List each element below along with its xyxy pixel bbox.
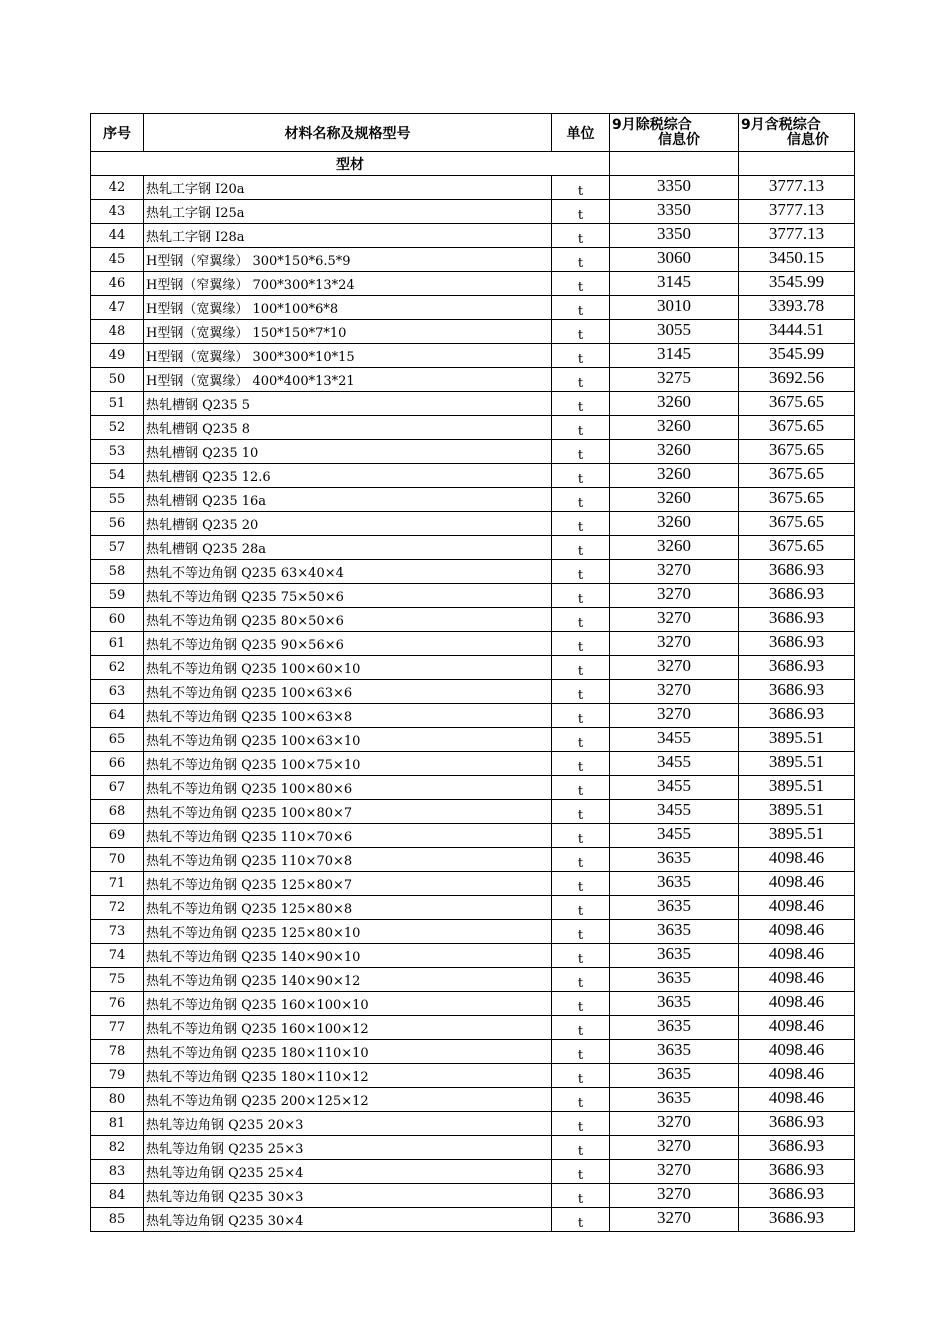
row-unit: t (552, 1016, 610, 1040)
row-number: 43 (91, 200, 144, 224)
header-row (91, 114, 855, 152)
row-price-ex-tax: 3010 (610, 296, 739, 320)
row-price-ex-tax: 3270 (610, 680, 739, 704)
row-unit: t (552, 752, 610, 776)
row-number: 73 (91, 920, 144, 944)
row-number: 54 (91, 464, 144, 488)
row-price-inc-tax: 3545.99 (739, 344, 855, 368)
row-number: 47 (91, 296, 144, 320)
row-material-name: H型钢（宽翼缘） 150*150*7*10 (144, 320, 552, 344)
row-number: 71 (91, 872, 144, 896)
row-unit: t (552, 824, 610, 848)
row-material-name: 热轧工字钢 I25a (144, 200, 552, 224)
row-price-ex-tax: 3270 (610, 1112, 739, 1136)
row-price-ex-tax: 3635 (610, 1088, 739, 1112)
table-row (91, 704, 855, 728)
row-price-ex-tax: 3270 (610, 560, 739, 584)
header-price-inc-tax-line2: 信息价 (787, 131, 829, 148)
row-number: 68 (91, 800, 144, 824)
row-unit: t (552, 200, 610, 224)
table-row (91, 464, 855, 488)
row-unit: t (552, 608, 610, 632)
row-unit: t (552, 1184, 610, 1208)
row-price-inc-tax: 3675.65 (739, 488, 855, 512)
row-unit: t (552, 248, 610, 272)
row-unit: t (552, 176, 610, 200)
header-price-inc-tax (739, 114, 855, 152)
row-price-inc-tax: 3692.56 (739, 368, 855, 392)
row-price-ex-tax: 3635 (610, 1016, 739, 1040)
row-material-name: H型钢（宽翼缘） 300*300*10*15 (144, 344, 552, 368)
table-row (91, 584, 855, 608)
row-material-name: 热轧槽钢 Q235 8 (144, 416, 552, 440)
row-price-ex-tax: 3270 (610, 1136, 739, 1160)
row-price-ex-tax: 3260 (610, 416, 739, 440)
table-row (91, 1112, 855, 1136)
row-price-ex-tax: 3350 (610, 224, 739, 248)
row-price-inc-tax: 3686.93 (739, 1208, 855, 1232)
row-material-name: 热轧不等边角钢 Q235 140×90×10 (144, 944, 552, 968)
row-price-inc-tax: 3895.51 (739, 752, 855, 776)
row-material-name: 热轧等边角钢 Q235 25×4 (144, 1160, 552, 1184)
header-price-ex-tax (610, 114, 739, 152)
row-price-inc-tax: 3675.65 (739, 416, 855, 440)
row-material-name: 热轧不等边角钢 Q235 180×110×12 (144, 1064, 552, 1088)
row-material-name: H型钢（窄翼缘） 300*150*6.5*9 (144, 248, 552, 272)
row-price-inc-tax: 3450.15 (739, 248, 855, 272)
row-material-name: 热轧不等边角钢 Q235 100×60×10 (144, 656, 552, 680)
row-number: 45 (91, 248, 144, 272)
row-material-name: 热轧等边角钢 Q235 20×3 (144, 1112, 552, 1136)
table-row (91, 296, 855, 320)
row-price-ex-tax: 3145 (610, 272, 739, 296)
row-price-ex-tax: 3270 (610, 632, 739, 656)
row-price-inc-tax: 3393.78 (739, 296, 855, 320)
row-price-inc-tax: 4098.46 (739, 992, 855, 1016)
table-row (91, 1088, 855, 1112)
header-price-ex-tax-line1: 9月除税综合 (612, 116, 692, 133)
row-unit: t (552, 896, 610, 920)
row-unit: t (552, 800, 610, 824)
table-row (91, 368, 855, 392)
row-number: 84 (91, 1184, 144, 1208)
row-price-ex-tax: 3455 (610, 800, 739, 824)
row-number: 48 (91, 320, 144, 344)
row-price-inc-tax: 4098.46 (739, 1016, 855, 1040)
table-row (91, 656, 855, 680)
header-name: 材料名称及规格型号 (144, 114, 552, 152)
row-price-inc-tax: 3444.51 (739, 320, 855, 344)
row-price-inc-tax: 3675.65 (739, 392, 855, 416)
table-row (91, 416, 855, 440)
row-material-name: 热轧槽钢 Q235 20 (144, 512, 552, 536)
section-empty-cell (739, 152, 855, 176)
row-price-ex-tax: 3635 (610, 872, 739, 896)
row-number: 78 (91, 1040, 144, 1064)
row-number: 83 (91, 1160, 144, 1184)
row-price-ex-tax: 3455 (610, 752, 739, 776)
row-number: 80 (91, 1088, 144, 1112)
row-number: 42 (91, 176, 144, 200)
table-row (91, 1016, 855, 1040)
table-row (91, 992, 855, 1016)
row-price-ex-tax: 3270 (610, 1184, 739, 1208)
row-price-ex-tax: 3635 (610, 920, 739, 944)
table-row (91, 1184, 855, 1208)
row-price-inc-tax: 4098.46 (739, 1064, 855, 1088)
row-price-inc-tax: 3686.93 (739, 1160, 855, 1184)
table-row (91, 824, 855, 848)
row-number: 49 (91, 344, 144, 368)
row-material-name: 热轧等边角钢 Q235 30×4 (144, 1208, 552, 1232)
table-row (91, 536, 855, 560)
row-unit: t (552, 656, 610, 680)
row-price-inc-tax: 3675.65 (739, 464, 855, 488)
price-table (90, 113, 855, 1232)
row-number: 79 (91, 1064, 144, 1088)
row-price-ex-tax: 3270 (610, 656, 739, 680)
row-price-inc-tax: 4098.46 (739, 896, 855, 920)
row-price-inc-tax: 4098.46 (739, 920, 855, 944)
row-number: 58 (91, 560, 144, 584)
row-material-name: 热轧不等边角钢 Q235 125×80×8 (144, 896, 552, 920)
row-number: 76 (91, 992, 144, 1016)
row-price-inc-tax: 3777.13 (739, 200, 855, 224)
row-price-ex-tax: 3270 (610, 1160, 739, 1184)
row-price-inc-tax: 3686.93 (739, 680, 855, 704)
table-row (91, 944, 855, 968)
row-unit: t (552, 344, 610, 368)
row-unit: t (552, 920, 610, 944)
row-number: 77 (91, 1016, 144, 1040)
row-price-ex-tax: 3635 (610, 1064, 739, 1088)
table-row (91, 512, 855, 536)
row-unit: t (552, 992, 610, 1016)
row-number: 46 (91, 272, 144, 296)
row-number: 69 (91, 824, 144, 848)
row-unit: t (552, 488, 610, 512)
row-price-ex-tax: 3635 (610, 1040, 739, 1064)
row-price-inc-tax: 3895.51 (739, 800, 855, 824)
row-price-inc-tax: 4098.46 (739, 848, 855, 872)
row-price-ex-tax: 3260 (610, 440, 739, 464)
row-unit: t (552, 1040, 610, 1064)
row-price-inc-tax: 4098.46 (739, 1040, 855, 1064)
table-row (91, 848, 855, 872)
row-material-name: 热轧槽钢 Q235 28a (144, 536, 552, 560)
row-unit: t (552, 320, 610, 344)
row-unit: t (552, 968, 610, 992)
row-number: 66 (91, 752, 144, 776)
row-price-ex-tax: 3275 (610, 368, 739, 392)
table-row (91, 680, 855, 704)
row-material-name: 热轧不等边角钢 Q235 100×63×8 (144, 704, 552, 728)
row-material-name: 热轧不等边角钢 Q235 100×75×10 (144, 752, 552, 776)
row-price-inc-tax: 3686.93 (739, 656, 855, 680)
row-price-inc-tax: 3686.93 (739, 584, 855, 608)
row-unit: t (552, 464, 610, 488)
row-price-ex-tax: 3270 (610, 1208, 739, 1232)
row-price-ex-tax: 3270 (610, 608, 739, 632)
row-price-inc-tax: 3686.93 (739, 1136, 855, 1160)
table-row (91, 272, 855, 296)
row-price-ex-tax: 3260 (610, 392, 739, 416)
row-number: 67 (91, 776, 144, 800)
row-price-ex-tax: 3060 (610, 248, 739, 272)
header-price-inc-tax-line1: 9月含税综合 (741, 116, 821, 133)
row-material-name: 热轧不等边角钢 Q235 160×100×10 (144, 992, 552, 1016)
row-unit: t (552, 224, 610, 248)
row-material-name: 热轧等边角钢 Q235 25×3 (144, 1136, 552, 1160)
row-unit: t (552, 1136, 610, 1160)
row-material-name: 热轧不等边角钢 Q235 110×70×8 (144, 848, 552, 872)
row-unit: t (552, 632, 610, 656)
row-price-inc-tax: 4098.46 (739, 968, 855, 992)
row-unit: t (552, 368, 610, 392)
row-number: 85 (91, 1208, 144, 1232)
row-price-ex-tax: 3635 (610, 848, 739, 872)
row-unit: t (552, 392, 610, 416)
table-row (91, 728, 855, 752)
row-material-name: 热轧不等边角钢 Q235 90×56×6 (144, 632, 552, 656)
row-price-ex-tax: 3455 (610, 824, 739, 848)
row-price-inc-tax: 3686.93 (739, 704, 855, 728)
section-title: 型材 (91, 152, 610, 176)
row-price-ex-tax: 3270 (610, 704, 739, 728)
row-material-name: 热轧不等边角钢 Q235 140×90×12 (144, 968, 552, 992)
table-row (91, 440, 855, 464)
row-price-inc-tax: 3895.51 (739, 776, 855, 800)
row-number: 55 (91, 488, 144, 512)
row-number: 61 (91, 632, 144, 656)
row-number: 60 (91, 608, 144, 632)
table-row (91, 344, 855, 368)
row-material-name: 热轧不等边角钢 Q235 110×70×6 (144, 824, 552, 848)
row-number: 72 (91, 896, 144, 920)
row-price-inc-tax: 3686.93 (739, 560, 855, 584)
row-price-ex-tax: 3260 (610, 488, 739, 512)
row-unit: t (552, 680, 610, 704)
table-row (91, 896, 855, 920)
row-unit: t (552, 848, 610, 872)
row-price-ex-tax: 3455 (610, 776, 739, 800)
row-material-name: 热轧不等边角钢 Q235 125×80×10 (144, 920, 552, 944)
table-row (91, 632, 855, 656)
row-number: 56 (91, 512, 144, 536)
row-unit: t (552, 872, 610, 896)
table-row (91, 1064, 855, 1088)
row-number: 62 (91, 656, 144, 680)
row-price-inc-tax: 3895.51 (739, 824, 855, 848)
row-price-inc-tax: 3777.13 (739, 176, 855, 200)
row-number: 74 (91, 944, 144, 968)
row-material-name: 热轧不等边角钢 Q235 160×100×12 (144, 1016, 552, 1040)
header-price-ex-tax-line2: 信息价 (658, 131, 700, 148)
row-price-ex-tax: 3260 (610, 512, 739, 536)
row-material-name: 热轧工字钢 I20a (144, 176, 552, 200)
row-number: 50 (91, 368, 144, 392)
row-unit: t (552, 440, 610, 464)
table-row (91, 608, 855, 632)
table-row (91, 1160, 855, 1184)
row-price-inc-tax: 3686.93 (739, 632, 855, 656)
row-price-ex-tax: 3145 (610, 344, 739, 368)
table-row (91, 776, 855, 800)
row-unit: t (552, 512, 610, 536)
row-number: 82 (91, 1136, 144, 1160)
table-row (91, 968, 855, 992)
table-row (91, 560, 855, 584)
row-material-name: 热轧不等边角钢 Q235 80×50×6 (144, 608, 552, 632)
row-price-inc-tax: 3675.65 (739, 512, 855, 536)
row-unit: t (552, 1112, 610, 1136)
row-number: 57 (91, 536, 144, 560)
table-row (91, 920, 855, 944)
table-row (91, 488, 855, 512)
table-row (91, 1208, 855, 1232)
row-unit: t (552, 1064, 610, 1088)
row-number: 63 (91, 680, 144, 704)
row-number: 64 (91, 704, 144, 728)
row-number: 59 (91, 584, 144, 608)
row-number: 81 (91, 1112, 144, 1136)
row-number: 52 (91, 416, 144, 440)
section-row (91, 152, 855, 176)
row-price-ex-tax: 3635 (610, 944, 739, 968)
table-row (91, 320, 855, 344)
table-row (91, 200, 855, 224)
row-unit: t (552, 272, 610, 296)
row-number: 70 (91, 848, 144, 872)
row-material-name: 热轧不等边角钢 Q235 125×80×7 (144, 872, 552, 896)
row-price-ex-tax: 3455 (610, 728, 739, 752)
row-material-name: 热轧不等边角钢 Q235 100×80×7 (144, 800, 552, 824)
table-row (91, 800, 855, 824)
row-material-name: 热轧槽钢 Q235 5 (144, 392, 552, 416)
row-number: 75 (91, 968, 144, 992)
row-number: 51 (91, 392, 144, 416)
row-price-ex-tax: 3350 (610, 200, 739, 224)
table-row (91, 392, 855, 416)
row-material-name: 热轧工字钢 I28a (144, 224, 552, 248)
row-unit: t (552, 704, 610, 728)
row-price-ex-tax: 3270 (610, 584, 739, 608)
row-number: 53 (91, 440, 144, 464)
row-price-ex-tax: 3055 (610, 320, 739, 344)
table-row (91, 872, 855, 896)
table-row (91, 1040, 855, 1064)
row-material-name: 热轧不等边角钢 Q235 63×40×4 (144, 560, 552, 584)
row-material-name: 热轧槽钢 Q235 12.6 (144, 464, 552, 488)
row-price-ex-tax: 3260 (610, 536, 739, 560)
table-row (91, 1136, 855, 1160)
row-number: 65 (91, 728, 144, 752)
row-price-inc-tax: 4098.46 (739, 944, 855, 968)
row-price-inc-tax: 3895.51 (739, 728, 855, 752)
row-unit: t (552, 1208, 610, 1232)
table-row (91, 224, 855, 248)
row-price-ex-tax: 3635 (610, 896, 739, 920)
row-unit: t (552, 944, 610, 968)
row-price-ex-tax: 3350 (610, 176, 739, 200)
row-unit: t (552, 1088, 610, 1112)
row-price-inc-tax: 3686.93 (739, 608, 855, 632)
row-unit: t (552, 1160, 610, 1184)
table-row (91, 752, 855, 776)
row-material-name: 热轧槽钢 Q235 10 (144, 440, 552, 464)
row-price-inc-tax: 3675.65 (739, 536, 855, 560)
row-material-name: H型钢（宽翼缘） 100*100*6*8 (144, 296, 552, 320)
row-unit: t (552, 584, 610, 608)
row-price-ex-tax: 3635 (610, 968, 739, 992)
row-price-inc-tax: 3686.93 (739, 1184, 855, 1208)
row-material-name: H型钢（宽翼缘） 400*400*13*21 (144, 368, 552, 392)
row-price-inc-tax: 3686.93 (739, 1112, 855, 1136)
row-unit: t (552, 728, 610, 752)
row-material-name: 热轧不等边角钢 Q235 75×50×6 (144, 584, 552, 608)
row-price-inc-tax: 4098.46 (739, 1088, 855, 1112)
row-price-inc-tax: 3675.65 (739, 440, 855, 464)
table-row (91, 248, 855, 272)
row-unit: t (552, 296, 610, 320)
row-material-name: 热轧槽钢 Q235 16a (144, 488, 552, 512)
table-row (91, 176, 855, 200)
row-material-name: 热轧等边角钢 Q235 30×3 (144, 1184, 552, 1208)
row-material-name: 热轧不等边角钢 Q235 100×63×10 (144, 728, 552, 752)
row-price-ex-tax: 3635 (610, 992, 739, 1016)
row-price-inc-tax: 3777.13 (739, 224, 855, 248)
row-unit: t (552, 776, 610, 800)
row-price-inc-tax: 3545.99 (739, 272, 855, 296)
header-seq: 序号 (91, 114, 144, 152)
row-material-name: H型钢（窄翼缘） 700*300*13*24 (144, 272, 552, 296)
row-material-name: 热轧不等边角钢 Q235 180×110×10 (144, 1040, 552, 1064)
row-price-ex-tax: 3260 (610, 464, 739, 488)
row-price-inc-tax: 4098.46 (739, 872, 855, 896)
row-unit: t (552, 560, 610, 584)
header-unit: 单位 (552, 114, 610, 152)
row-number: 44 (91, 224, 144, 248)
row-material-name: 热轧不等边角钢 Q235 100×63×6 (144, 680, 552, 704)
row-unit: t (552, 416, 610, 440)
row-material-name: 热轧不等边角钢 Q235 100×80×6 (144, 776, 552, 800)
row-unit: t (552, 536, 610, 560)
section-empty-cell (610, 152, 739, 176)
row-material-name: 热轧不等边角钢 Q235 200×125×12 (144, 1088, 552, 1112)
